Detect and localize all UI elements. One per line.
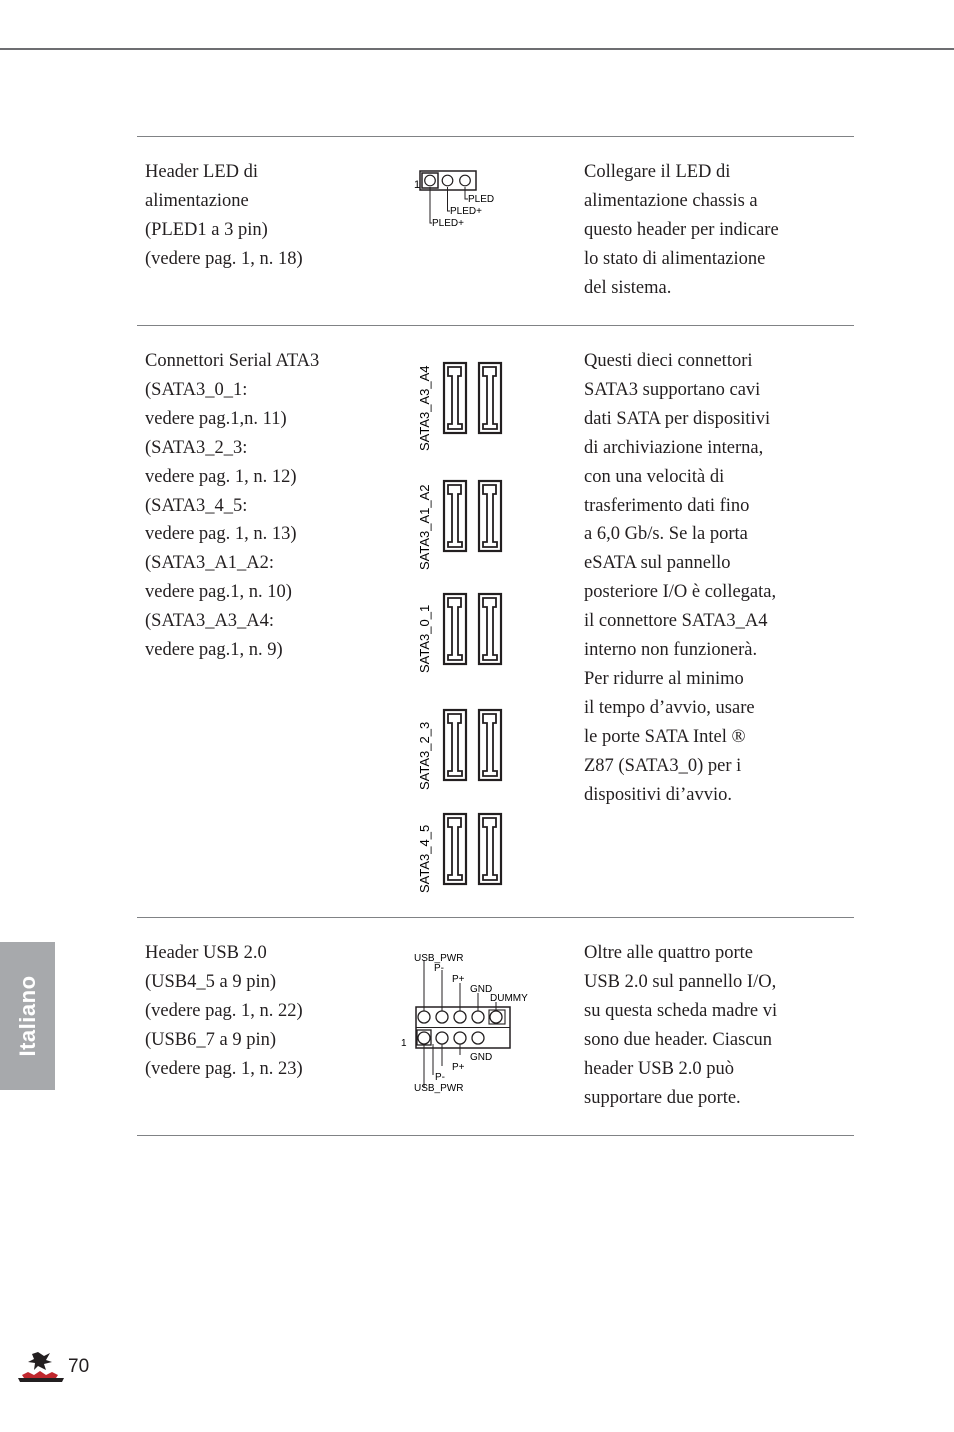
text-line: le porte SATA Intel ® [584, 726, 746, 747]
text-line: interno non funzionerà. [584, 640, 758, 661]
sata-label: SATA3_0_1 [417, 604, 432, 673]
sata-connectors-diagram [410, 355, 520, 900]
gnd-label: GND [470, 1052, 493, 1063]
text-line: (USB4_5 a 9 pin) [145, 971, 277, 992]
pled-plus-label: PLED+ [450, 206, 482, 217]
text-line: (USB6_7 a 9 pin) [145, 1029, 277, 1050]
gnd-label: GND [470, 984, 493, 995]
pled-header-name [145, 158, 303, 274]
text-line: vedere pag.1, n. 10) [145, 582, 292, 603]
pin1-label: 1 [401, 1038, 407, 1049]
text-line: Header LED di [145, 162, 259, 182]
dummy-label: DUMMY [490, 993, 528, 1004]
text-line: (vedere pag. 1, n. 22) [145, 1000, 303, 1021]
pled-label: PLED [468, 194, 495, 205]
usb-header-description [584, 939, 777, 1112]
sata-label: SATA3_4_5 [417, 824, 432, 893]
pin1-label: 1 [414, 179, 421, 191]
text-line: vedere pag. 1, n. 13) [145, 524, 297, 545]
sata-port-pair [417, 594, 501, 673]
text-line: (PLED1 a 3 pin) [145, 219, 268, 240]
text-line: trasferimento dati fino [584, 495, 750, 516]
sata-port-pair [417, 481, 501, 570]
brand-logo [16, 1348, 68, 1388]
text-line: il connettore SATA3_A4 [584, 611, 768, 632]
sata-port-pair [417, 814, 501, 893]
pled-header-diagram [410, 166, 520, 232]
text-line: dati SATA per dispositivi [584, 408, 771, 429]
text-line: lo stato di alimentazione [584, 248, 766, 269]
sata-label: SATA3_2_3 [417, 721, 432, 790]
text-line: USB 2.0 sul pannello I/O, [584, 971, 777, 992]
sata-label: SATA3_A1_A2 [417, 484, 432, 570]
table-rule [137, 917, 854, 918]
sata-port-pair [417, 710, 501, 790]
usb-pwr-label: USB_PWR [414, 953, 464, 964]
text-line: Per ridurre al minimo [584, 668, 744, 689]
language-tab-label: Italiano [14, 975, 40, 1057]
text-line: eSATA sul pannello [584, 553, 731, 574]
p-minus-label: P- [434, 963, 444, 974]
sata-port-pair [417, 363, 501, 451]
text-line: il tempo d’avvio, usare [584, 697, 755, 718]
text-line: sono due header. Ciascun [584, 1029, 773, 1050]
text-line: header USB 2.0 può [584, 1058, 735, 1079]
text-line: (vedere pag. 1, n. 18) [145, 248, 303, 269]
text-line: vedere pag. 1, n. 12) [145, 466, 297, 487]
table-rule [137, 325, 854, 326]
text-line: su questa scheda madre vi [584, 1000, 778, 1021]
table-rule [137, 1135, 854, 1136]
text-line: questo header per indicare [584, 219, 779, 240]
text-line: (SATA3_0_1: [145, 379, 248, 400]
text-line: Z87 (SATA3_0) per i [584, 755, 742, 776]
text-line: (SATA3_A1_A2: [145, 553, 275, 574]
header-rule [0, 48, 954, 50]
text-line: SATA3 supportano cavi [584, 379, 761, 400]
text-line: del sistema. [584, 277, 672, 298]
p-plus-label: P+ [452, 974, 465, 985]
sata-label: SATA3_A3_A4 [417, 365, 432, 451]
text-line: vedere pag.1, n. 9) [145, 640, 283, 661]
text-line: di archiviazione interna, [584, 437, 764, 458]
text-line: dispositivi di’avvio. [584, 784, 732, 805]
text-line: Header USB 2.0 [145, 943, 267, 963]
text-line: a 6,0 Gb/s. Se la porta [584, 524, 748, 545]
table-rule [137, 136, 854, 137]
p-plus-label: P+ [452, 1062, 465, 1073]
text-line: (SATA3_2_3: [145, 437, 248, 458]
text-line: (SATA3_4_5: [145, 495, 248, 516]
text-line: alimentazione [145, 190, 249, 211]
text-line: posteriore I/O è collegata, [584, 582, 777, 603]
language-tab [0, 942, 55, 1090]
sata-connector-name [145, 347, 319, 665]
pled-plus-label: PLED+ [432, 218, 464, 229]
page-number: 70 [68, 1356, 90, 1377]
text-line: Collegare il LED di [584, 162, 731, 182]
text-line: Questi dieci connettori [584, 351, 753, 371]
usb-header-diagram [398, 948, 543, 1098]
text-line: con una velocità di [584, 466, 725, 487]
text-line: (vedere pag. 1, n. 23) [145, 1058, 303, 1079]
text-line: Oltre alle quattro porte [584, 943, 754, 963]
text-line: (SATA3_A3_A4: [145, 611, 275, 632]
text-line: supportare due porte. [584, 1087, 741, 1108]
sata-connector-description [584, 347, 776, 810]
pled-header-description [584, 158, 779, 303]
p-minus-label: P- [435, 1072, 445, 1083]
usb-header-name [145, 939, 303, 1084]
text-line: Connettori Serial ATA3 [145, 351, 320, 371]
usb-pwr-label: USB_PWR [414, 1083, 464, 1094]
text-line: vedere pag.1,n. 11) [145, 408, 287, 429]
text-line: alimentazione chassis a [584, 190, 758, 211]
